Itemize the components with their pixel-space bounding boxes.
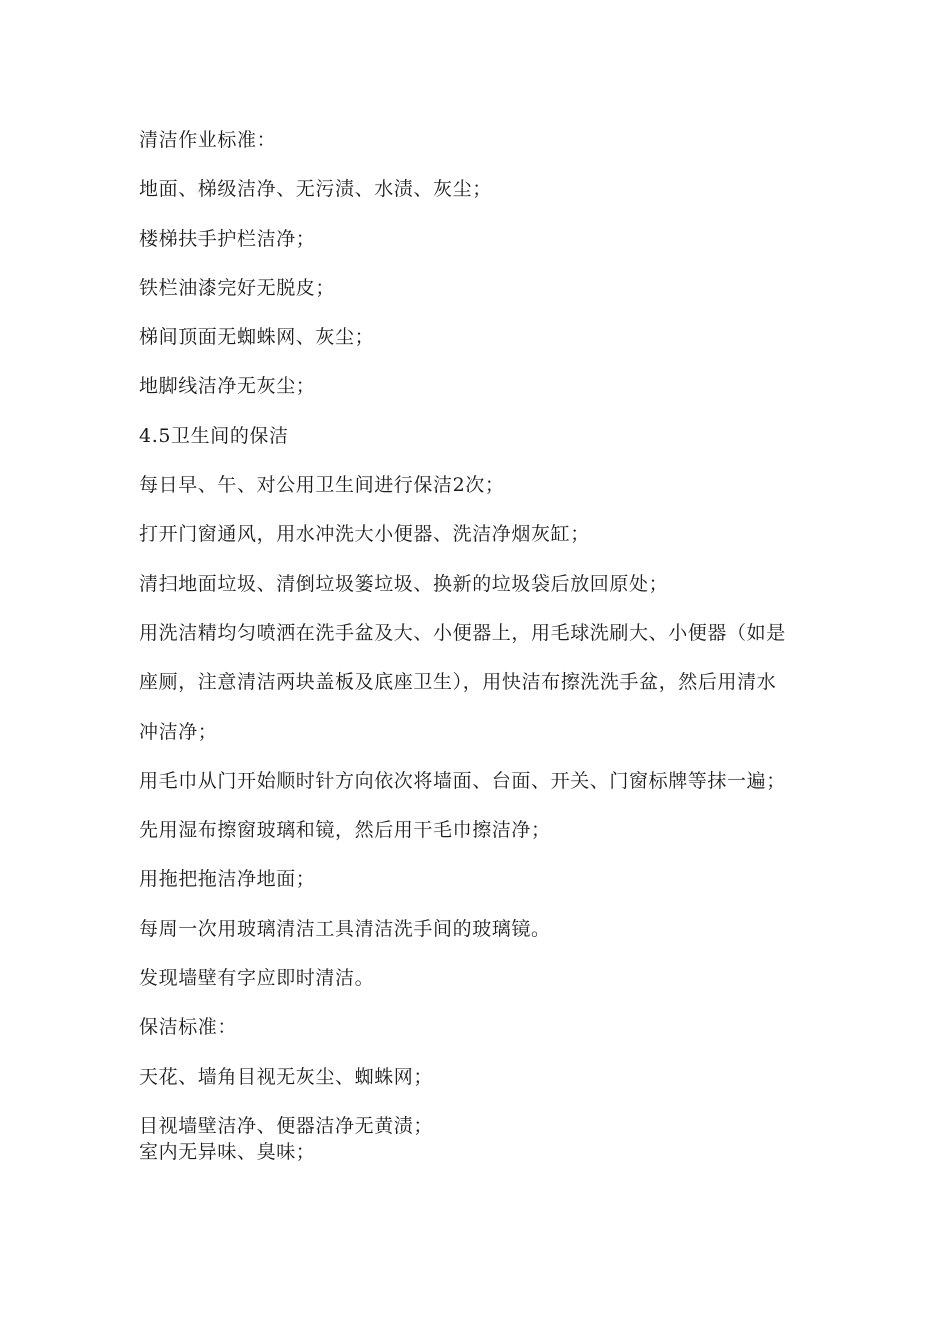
text-line: 用洗洁精均匀喷洒在洗手盆及大、小便器上，用毛球洗刷大、小便器（如是 bbox=[139, 621, 786, 644]
text-line: 清洁作业标准： bbox=[139, 129, 277, 151]
text-line: 室内无异味、臭味； bbox=[139, 1140, 316, 1163]
text-line: 天花、墙角目视无灰尘、蜘蛛网； bbox=[139, 1065, 434, 1088]
text-line: 地脚线洁净无灰尘； bbox=[139, 375, 316, 398]
text-line: 清扫地面垃圾、清倒垃圾篓垃圾、换新的垃圾袋后放回原处； bbox=[139, 572, 669, 595]
text-line: 梯间顶面无蜘蛛网、灰尘； bbox=[139, 326, 375, 349]
text-line: 打开门窗通风，用水冲洗大小便器、洗洁净烟灰缸； bbox=[139, 523, 590, 546]
text-line: 保洁标准： bbox=[139, 1016, 238, 1039]
text-line: 用拖把拖洁净地面； bbox=[139, 868, 316, 891]
text-line: 每周一次用玻璃清洁工具清洁洗手间的玻璃镜。 bbox=[139, 917, 551, 940]
document-body bbox=[139, 125, 819, 1186]
text-line: 座厕，注意清洁两块盖板及底座卫生），用快洁布擦洗洗手盆，然后用清水 bbox=[139, 671, 777, 694]
text-line: 发现墙壁有字应即时清洁。 bbox=[139, 967, 375, 990]
text-line: 冲洁净； bbox=[139, 720, 218, 743]
text-line: 楼梯扶手护栏洁净； bbox=[139, 227, 316, 250]
text-line: 地面、梯级洁净、无污渍、水渍、灰尘； bbox=[139, 178, 492, 201]
text-line: 用毛巾从门开始顺时针方向依次将墙面、台面、开关、门窗标牌等抹一遍； bbox=[139, 769, 786, 792]
text-line: 先用湿布擦窗玻璃和镜，然后用干毛巾擦洁净； bbox=[139, 819, 551, 842]
text-line: 每日早、午、对公用卫生间进行保洁2次； bbox=[139, 474, 505, 497]
text-line: 目视墙壁洁净、便器洁净无黄渍； bbox=[139, 1114, 434, 1137]
section-heading: 4.5卫生间的保洁 bbox=[139, 424, 289, 447]
text-line: 铁栏油漆完好无脱皮； bbox=[139, 276, 336, 299]
